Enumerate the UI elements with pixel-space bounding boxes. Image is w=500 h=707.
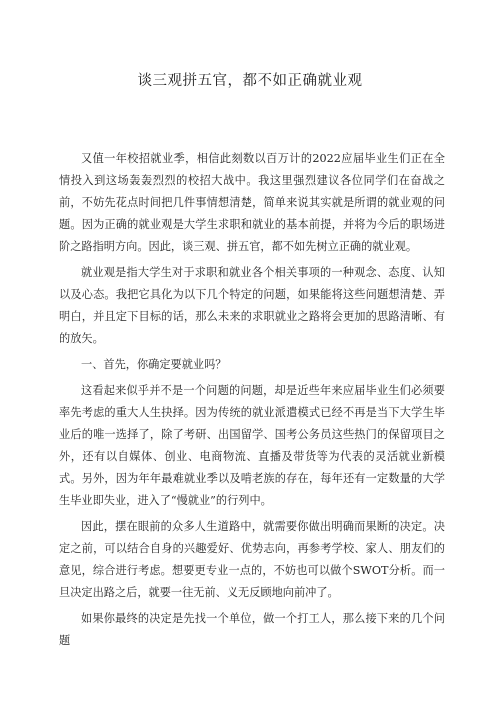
paragraph-section1-b: 因此，摆在眼前的众多人生道路中，就需要你做出明确而果断的决定。决定之前，可以结合自身的兴趣爱好、优势志向，再参考学校、家人、朋友们的意见，综合进行考虑。想要更专业一点的，不妨也可以做个SWOT分析。而一旦决定出路之后，就要一往无前、义无反顾地向前冲了。	[59, 520, 445, 599]
paragraph-section1-c: 如果你最终的决定是先找一个单位，做一个打工人，那么接下来的几个问题	[59, 612, 445, 647]
document-body	[59, 148, 445, 652]
paragraph-intro: 又值一年校招就业季，相信此刻数以百万计的2022应届毕业生们正在全情投入到这场轰轰烈烈的校招大战中。我这里强烈建议各位同学们在奋战之前，不妨先花点时间把几件事情想清楚，简单来说其实就是所谓的就业观的问题。因为正确的就业观是大学生求职和就业的基本前提，并将为今后的职场进阶之路指明方向。因此，谈三观、拼五官，都不如先树立正确的就业观。	[59, 152, 445, 253]
section-heading-1: 一、首先，你确定要就业吗？	[81, 358, 227, 371]
paragraph-definition: 就业观是指大学生对于求职和就业各个相关事项的一种观念、态度、认知以及心态。我把它具化为以下几个特定的问题，如果能将这些问题想清楚、弄明白，并且定下目标的话，那么未来的求职就业之路将会更加的思路清晰、有的放矢。	[59, 266, 445, 345]
paragraph-section1-a: 这看起来似乎并不是一个问题的问题，却是近些年来应届毕业生们必须要率先考虑的重大人生抉择。因为传统的就业派遣模式已经不再是当下大学生毕业后的唯一选择了，除了考研、出国留学、国考公务员这些热门的保留项目之外，还有以自媒体、创业、电商物流、直播及带货等为代表的灵活就业新模式。另外，因为年年最难就业季以及啃老族的存在，每年还有一定数量的大学生毕业即失业，进入了“慢就业”的行列中。	[59, 384, 445, 507]
document-title: 谈三观拼五官，都不如正确就业观	[137, 73, 363, 89]
